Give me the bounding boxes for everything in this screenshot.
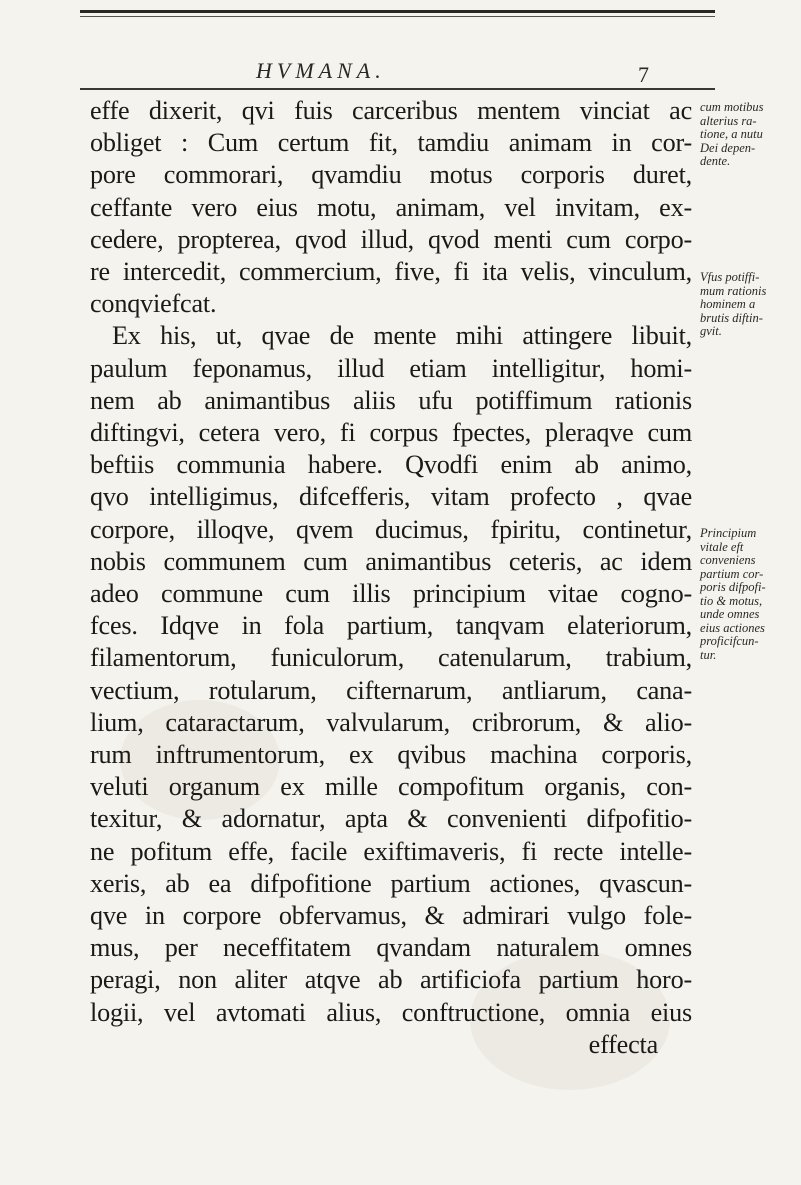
top-rule-thin [80, 16, 715, 17]
text-line: mus, per neceffitatem qvandam naturalem omnes [90, 933, 692, 963]
margin-note-line: tur. [700, 647, 717, 662]
margin-note-line: hominem a [700, 297, 756, 311]
text-line: cedere, propterea, qvod illud, qvod menti cum corpo- [90, 224, 692, 254]
margin-note-line: conveniens [700, 553, 756, 567]
text-line: vectium, rotularum, cifternarum, antliarum, cana- [90, 675, 692, 705]
margin-note-line: Vfus potiffi- [700, 270, 760, 284]
margin-note [700, 271, 800, 339]
margin-note-line: proficifcun- [700, 634, 759, 648]
page-number: 7 [638, 62, 649, 87]
text-line: paulum feponamus, illud etiam intelligitur, homi- [90, 353, 692, 383]
text-line: rum inftrumentorum, ex qvibus machina corporis, [90, 740, 692, 770]
text-line: adeo commune cum illis principium vitae cogno- [90, 579, 692, 609]
text-line: xeris, ab ea difpofitione partium actiones, qvascun- [90, 868, 692, 898]
text-line: filamentorum, funiculorum, catenularum, trabium, [90, 643, 692, 673]
text-line: Ex his, ut, qvae de mente mihi attingere libuit, [112, 321, 692, 351]
margin-note-line: unde omnes [700, 607, 760, 621]
text-line: peragi, non aliter atqve ab artificiofa partium horo- [90, 965, 692, 995]
margin-note-line: eius actiones [700, 620, 765, 635]
body-text [90, 95, 692, 1061]
text-line: nobis communem cum animantibus ceteris, ac idem [90, 546, 692, 576]
running-head: HVMANA. [256, 58, 386, 83]
text-line: texitur, & adornatur, apta & convenienti difpofitio- [90, 804, 692, 834]
head-rule [80, 88, 715, 90]
text-line: fces. Idqve in fola partium, tanqvam elateriorum, [90, 611, 692, 641]
margin-note-line: dente. [700, 154, 731, 168]
text-line: logii, vel avtomati alius, conftructione, omnia eius [90, 997, 692, 1027]
margin-note-line: alterius ra- [700, 113, 757, 128]
text-line: conqviefcat. [90, 289, 217, 319]
margin-note-line: tione, a nutu [700, 127, 763, 141]
text-line: obliget : Cum certum fit, tamdiu animam in cor- [90, 128, 692, 158]
text-line: qvo intelligimus, difcefferis, vitam profecto , qvae [90, 482, 692, 512]
margin-note-line: vitale eft [700, 539, 744, 554]
margin-note-line: Dei depen- [700, 140, 756, 155]
text-line: ceffante vero eius motu, animam, vel invitam, ex- [90, 192, 692, 222]
margin-note-line: cum motibus [700, 100, 764, 114]
catchword: effecta [588, 1029, 658, 1059]
text-line: re intercedit, commercium, five, fi ita velis, vinculum, [90, 257, 692, 287]
margin-note-line: Principium [700, 526, 757, 540]
text-line: nem ab animantibus aliis ufu potiffimum rationis [90, 385, 692, 415]
margin-note-line: mum rationis [700, 283, 767, 298]
margin-note-line: partium cor- [700, 566, 764, 581]
text-line: pore commorari, qvamdiu motus corporis duret, [90, 160, 692, 190]
margin-note [700, 527, 800, 662]
text-line: lium, cataractarum, valvularum, cribrorum, & alio- [90, 707, 692, 737]
margin-note [700, 101, 800, 169]
text-line: qve in corpore obfervamus, & admirari vulgo fole- [90, 901, 692, 931]
text-line: diftingvi, cetera vero, fi corpus fpectes, pleraqve cum [90, 418, 692, 448]
margin-note-line: brutis diftin- [700, 310, 763, 325]
text-line: veluti organum ex mille compofitum organis, con- [90, 772, 692, 802]
text-line: ne pofitum effe, facile exiftimaveris, fi recte intelle- [90, 836, 692, 866]
text-line: corpore, illoqve, qvem ducimus, fpiritu, continetur, [90, 514, 692, 544]
top-rule [80, 10, 715, 13]
margin-note-line: poris difpofi- [700, 580, 766, 594]
margin-note-line: tio & motus, [700, 593, 763, 608]
text-line: beftiis communia habere. Qvodfi enim ab animo, [90, 450, 692, 480]
text-line: effe dixerit, qvi fuis carceribus mentem vinciat ac [90, 96, 692, 125]
margin-note-line: gvit. [700, 324, 722, 338]
